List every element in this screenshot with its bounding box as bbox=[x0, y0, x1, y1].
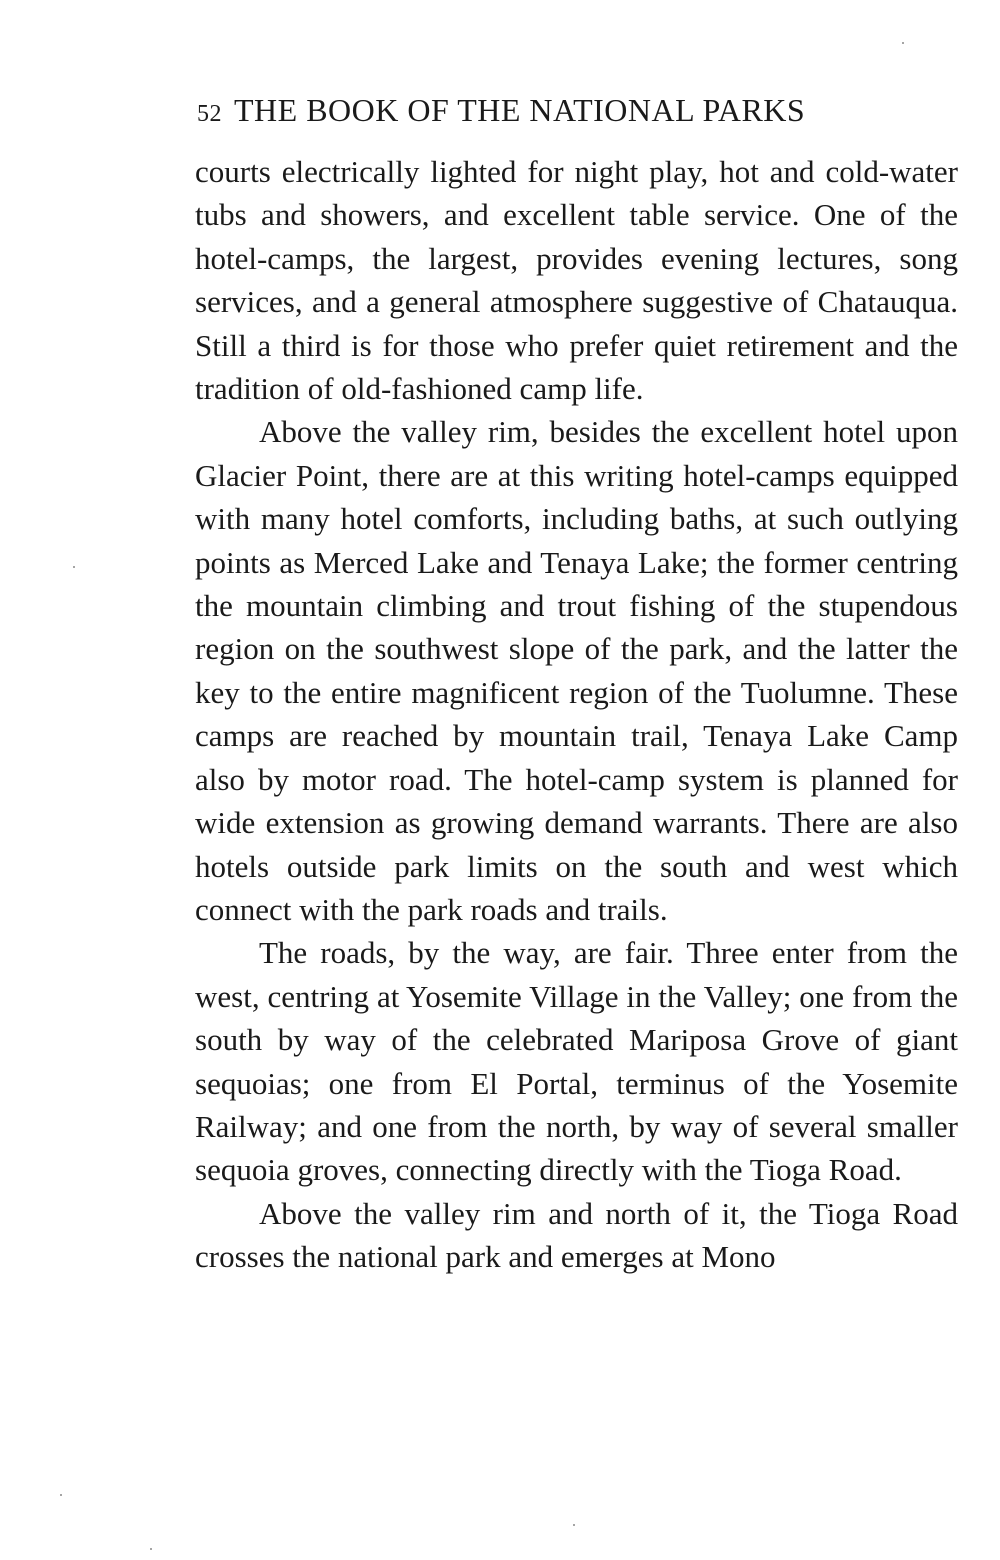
running-title: THE BOOK OF THE NATIONAL PARKS bbox=[234, 92, 806, 128]
scan-speck bbox=[150, 1548, 152, 1550]
running-head bbox=[197, 88, 957, 136]
scan-speck bbox=[73, 566, 75, 568]
paragraph-roads: The roads, by the way, are fair. Three enter from the west, centring at Yosemite Village in the Valley; one from the south by way of the celebrated Mariposa Grove of giant sequoias; one from El Portal, terminus of the Yosemite Railway; and one from the north, by way of several smaller sequoia groves, connecting directly with the Tioga Road. bbox=[195, 935, 958, 1188]
scan-speck bbox=[60, 1494, 62, 1496]
scan-speck bbox=[902, 42, 904, 44]
body-text bbox=[195, 150, 958, 1279]
paragraph-continued: courts electrically lighted for night play, hot and cold-water tubs and showers, and excellent table service. One of the hotel-camps, the largest, provides evening lectures, song services, and a general atmosphere suggestive of Chatauqua. Still a third is for those who prefer quiet retirement and the tradition of old-fashioned camp life. bbox=[195, 154, 958, 407]
paragraph-hotel-camps: Above the valley rim, besides the excellent hotel upon Glacier Point, there are at this writing hotel-camps equipped with many hotel comforts, including baths, at such outlying points as Merced Lake and Tenaya Lake; the former centring the mountain climbing and trout fishing of the stupendous region on the southwest slope of the park, and the latter the key to the entire magnificent region of the Tuolumne. These camps are reached by mountain trail, Tenaya Lake Camp also by motor road. The hotel-camp system is planned for wide extension as growing demand warrants. There are also hotels outside park limits on the south and west which connect with the park roads and trails. bbox=[195, 414, 958, 927]
scan-speck bbox=[573, 1524, 575, 1526]
paragraph-tioga-road: Above the valley rim and north of it, the Tioga Road crosses the national park and emerges at Mono bbox=[195, 1195, 958, 1275]
page-number: 52 bbox=[197, 101, 222, 127]
